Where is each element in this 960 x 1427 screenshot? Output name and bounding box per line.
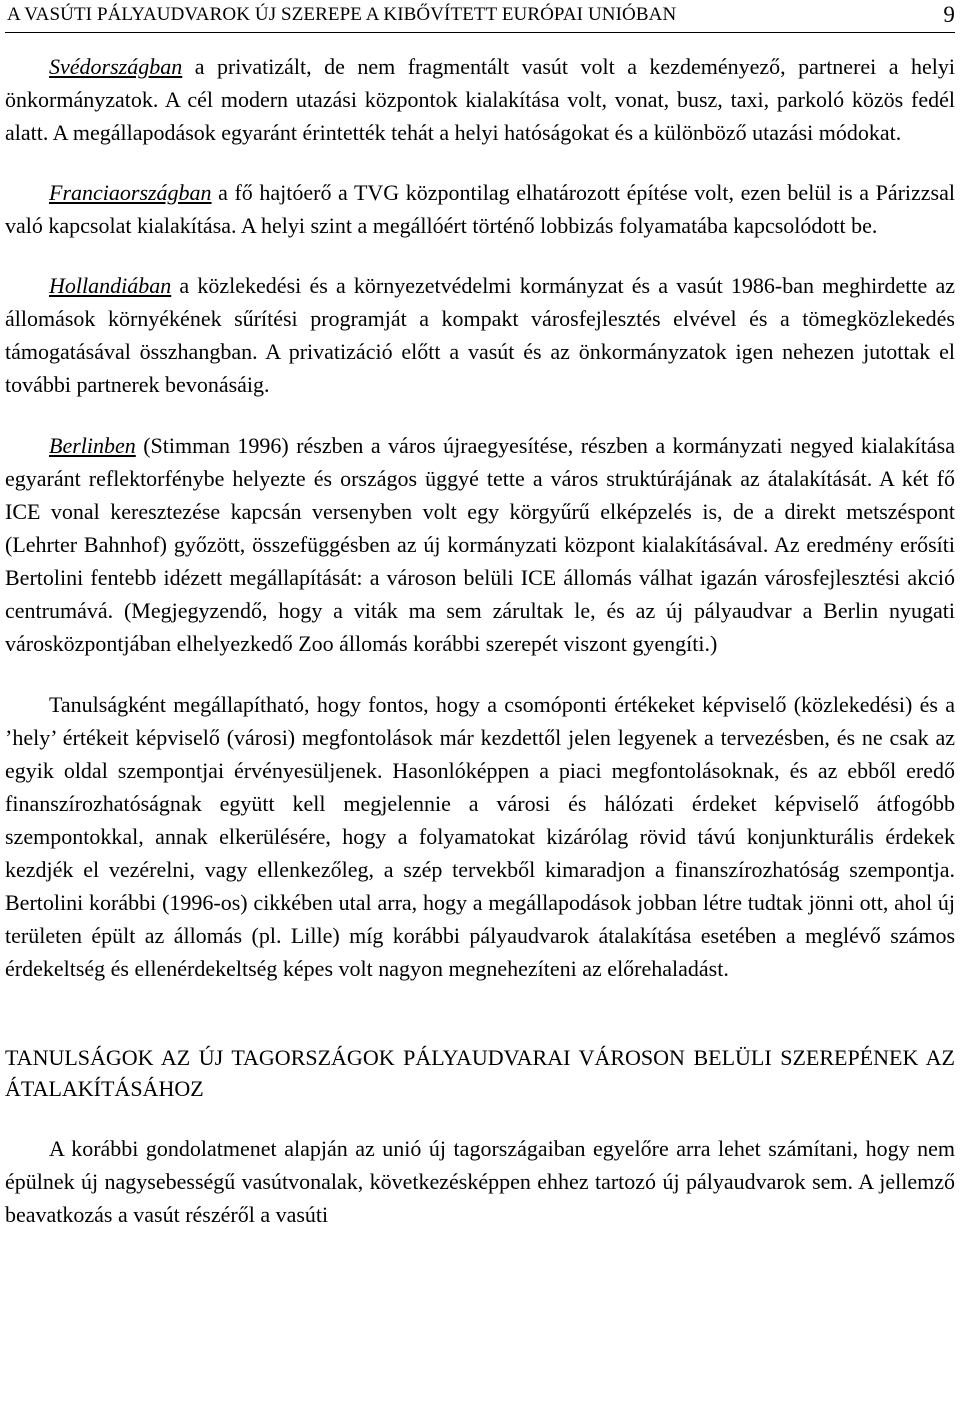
paragraph-text: a fő hajtóerő a TVG központilag elhatározott építése volt, ezen belül is a Párizzsal való kapcsolat kialakítása. A helyi szint a megállóért történő lobbizás folyamatába kapcsolódott be. (5, 180, 955, 238)
paragraph-conclusion (5, 688, 955, 985)
country-name-france: Franciaországban (49, 180, 212, 205)
paragraph-sweden (5, 50, 955, 149)
paragraph-text: a közlekedési és a környezetvédelmi kormányzat és a vasút 1986-ban meghirdette az állomások környékének sűrítési programját a kompakt városfejlesztés elvével és a tömegközlekedés támogatásával összhangban. A privatizáció előtt a vasút és az önkormányzatok igen nehezen jutottak el további partnerek bevonásáig. (5, 273, 955, 397)
paragraph-france (5, 176, 955, 242)
paragraph-text: (Stimman 1996) részben a város újraegyesítése, részben a kormányzati negyed kialakítása egyaránt reflektorfénybe helyezte és országos üggyé tette a város struktúrájának az átalakítását. A két fő ICE vonal keresztezése kapcsán versenyben volt egy körgyűrű elképzelés is, de a direkt metszéspont (Lehrter Bahnhof) győzött, összefüggésben az új kormányzati központ kialakításával. Az eredmény erősíti Bertolini fentebb idézett megállapítását: a városon belüli ICE állomás válhat igazán városfejlesztési akció centrumává. (Megjegyzendő, hogy a viták ma sem zárultak le, és az új pályaudvar a Berlin nyugati városközpontjában elhelyezkedő Zoo állomás korábbi szerepét viszont gyengíti.) (5, 433, 955, 656)
paragraph-netherlands (5, 269, 955, 401)
section-heading: TANULSÁGOK AZ ÚJ TAGORSZÁGOK PÁLYAUDVARAI VÁROSON BELÜLI SZEREPÉNEK AZ ÁTALAKÍTÁSÁHOZ (5, 1045, 955, 1101)
paragraph-berlin (5, 429, 955, 660)
paragraph-text: Tanulságként megállapítható, hogy fontos, hogy a csomóponti értékeket képviselő (közlekedési) és a ’hely’ értékeit képviselő (városi) megfontolások már kezdettől jelen legyenek a tervezésben, és ne csak az egyik oldal szempontjai érvényesüljenek. Hasonlóképpen a piaci megfontolásoknak, és az ebből eredő finanszírozhatóságnak együtt kell megjelennie a városi és hálózati érdeket képviselő átfogóbb szempontokkal, annak elkerülésére, hogy a folyamatokat kizárólag rövid távú konjunkturális érdekek kezdjék el vezérelni, vagy ellenkezőleg, a szép tervekből kimaradjon a finanszírozhatóság szempontja. Bertolini korábbi (1996-os) cikkében utal arra, hogy a megállapodások jobban létre tudtak jönni ott, ahol új területen épült az állomás (pl. Lille) míg korábbi pályaudvarok átalakítása esetében a meglévő számos érdekeltség és ellenérdekeltség képes volt nagyon megnehezíteni az előrehaladást. (5, 692, 955, 981)
paragraph-text: A korábbi gondolatmenet alapján az unió új tagországaiban egyelőre arra lehet számítani, hogy nem épülnek új nagysebességű vasútvonalak, következésképpen ehhez tartozó új pályaudvarok sem. A jellemző beavatkozás a vasút részéről a vasúti (5, 1136, 955, 1227)
paragraph-new-members (5, 1132, 955, 1231)
country-name-sweden: Svédországban (49, 54, 183, 79)
country-name-netherlands: Hollandiában (49, 273, 172, 298)
city-name-berlin: Berlinben (49, 433, 136, 458)
page-number: 9 (943, 2, 955, 27)
paragraph-text: a privatizált, de nem fragmentált vasút volt a kezdeményező, partnerei a helyi önkormányzatok. A cél modern utazási központok kialakítása volt, vonat, busz, taxi, parkoló közös fedél alatt. A megállapodások egyaránt érintették tehát a helyi hatóságokat és a különböző utazási módokat. (5, 54, 955, 145)
running-header (5, 0, 955, 33)
running-header-title: A VASÚTI PÁLYAUDVAROK ÚJ SZEREPE A KIBŐVÍTETT EURÓPAI UNIÓBAN (7, 4, 677, 25)
